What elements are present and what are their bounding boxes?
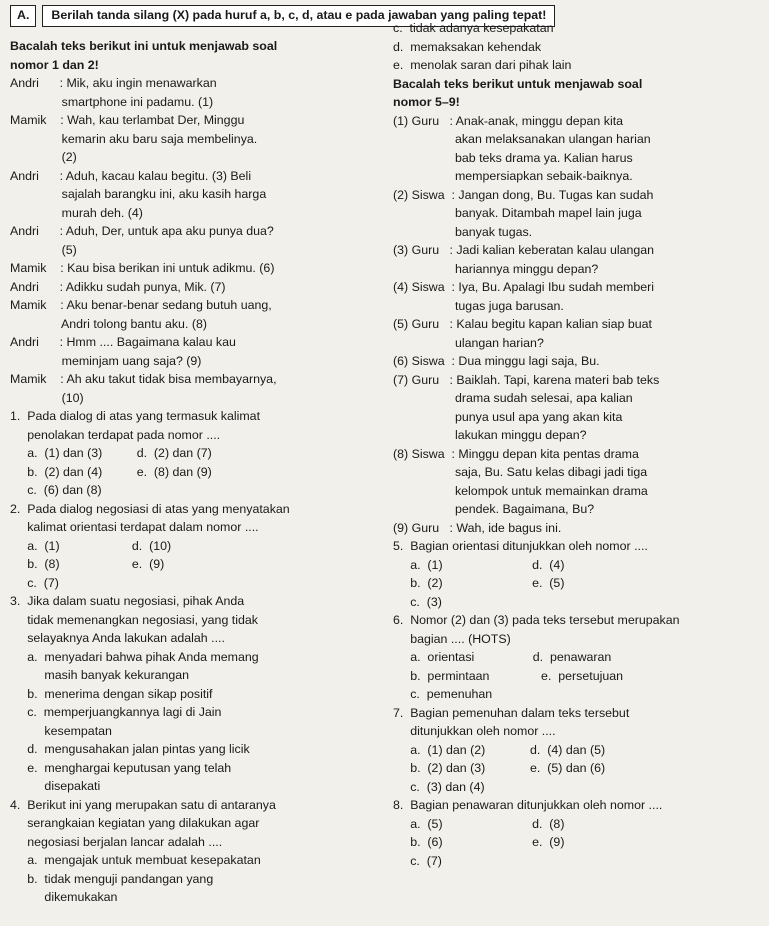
text-line: negosiasi berjalan lancar adalah ....: [10, 834, 223, 849]
text-line: b. (2) dan (4) e. (8) dan (9): [10, 464, 212, 479]
text-line: b. (2) e. (5): [393, 576, 565, 590]
text-line: kemarin aku baru saja membelinya.: [10, 131, 258, 146]
text-line: a. (5) d. (8): [393, 816, 565, 831]
text-line: 1. Pada dialog di atas yang termasuk kalimat: [10, 409, 261, 423]
text-line: Andri : Aduh, kacau kalau begitu. (3) Beli: [10, 168, 252, 183]
text-line: akan melaksanakan ulangan harian: [393, 132, 651, 146]
text-line: bab teks drama ya. Kalian harus: [393, 150, 633, 165]
text-line: 4. Berikut ini yang merupakan satu di antaranya: [10, 797, 276, 812]
text-line: 8. Bagian penawaran ditunjukkan oleh nomor ....: [393, 798, 663, 812]
text-line: kesempatan: [10, 723, 112, 738]
text-line: (2): [10, 150, 77, 164]
text-line: kalimat orientasi terdapat dalam nomor ....: [10, 520, 259, 534]
text-line: (3) Guru : Jadi kalian keberatan kalau ulangan: [393, 243, 655, 257]
text-line: nomor 5–9!: [393, 95, 460, 109]
text-line: e. menolak saran dari pihak lain: [393, 58, 572, 72]
text-line: Andri : Adikku sudah punya, Mik. (7): [10, 279, 226, 294]
text-line: smartphone ini padamu. (1): [10, 94, 214, 109]
text-line: kelompok untuk memainkan drama: [393, 483, 648, 498]
text-line: (7) Guru : Baiklah. Tapi, karena materi bab teks: [393, 372, 660, 387]
text-line: Mamik : Wah, kau terlambat Der, Minggu: [10, 113, 245, 127]
text-line: selayaknya Anda lakukan adalah ....: [10, 631, 225, 645]
section-label: A.: [10, 5, 36, 26]
text-line: serangkaian kegiatan yang dilakukan agar: [10, 816, 260, 830]
text-line: a. (1) dan (3) d. (2) dan (7): [10, 446, 212, 460]
text-line: Bacalah teks berikut ini untuk menjawab soal: [10, 39, 278, 53]
text-line: 2. Pada dialog negosiasi di atas yang menyatakan: [10, 501, 290, 516]
text-line: Bacalah teks berikut untuk menjawab soal: [393, 76, 643, 91]
text-line: mempersiapkan sebaik-baiknya.: [393, 169, 633, 183]
text-line: b. tidak menguji pandangan yang: [10, 871, 214, 886]
text-line: sajalah barangku ini, aku kasih harga: [10, 187, 267, 201]
text-line: b. permintaan e. persetujuan: [393, 668, 624, 683]
text-line: Mamik : Ah aku takut tidak bisa membayarnya,: [10, 372, 277, 386]
text-line: meminjam uang saja? (9): [10, 353, 202, 368]
text-line: drama sudah selesai, apa kalian: [393, 391, 633, 405]
text-line: disepakati: [10, 779, 101, 793]
text-line: a. mengajak untuk membuat kesepakatan: [10, 853, 261, 867]
text-line: saja, Bu. Satu kelas dibagi jadi tiga: [393, 465, 648, 479]
text-line: hariannya minggu depan?: [393, 261, 599, 276]
text-line: (2) Siswa : Jangan dong, Bu. Tugas kan sudah: [393, 187, 654, 202]
text-line: Andri : Aduh, Der, untuk apa aku punya dua?: [10, 224, 274, 238]
text-line: Mamik : Kau bisa berikan ini untuk adikmu. (6): [10, 261, 275, 275]
text-line: (5) Guru : Kalau begitu kapan kalian siap buat: [393, 317, 652, 331]
text-line: ditunjukkan oleh nomor ....: [393, 724, 556, 738]
text-line: a. (1) dan (2) d. (4) dan (5): [393, 742, 606, 757]
text-line: Mamik : Aku benar-benar sedang butuh uang,: [10, 298, 272, 312]
text-line: murah deh. (4): [10, 205, 143, 220]
text-line: bagian .... (HOTS): [393, 631, 511, 646]
text-line: a. (1) d. (10): [10, 538, 172, 553]
text-line: 6. Nomor (2) dan (3) pada teks tersebut merupakan: [393, 613, 680, 627]
text-line: banyak. Ditambah mapel lain juga: [393, 206, 642, 220]
text-line: a. menyadari bahwa pihak Anda memang: [10, 649, 259, 664]
text-line: (9) Guru : Wah, ide bagus ini.: [393, 520, 562, 535]
text-line: Andri tolong bantu aku. (8): [10, 316, 207, 331]
text-line: lakukan minggu depan?: [393, 428, 587, 442]
text-line: b. (8) e. (9): [10, 557, 165, 571]
text-line: c. (3): [393, 594, 442, 609]
text-line: c. pemenuhan: [393, 687, 493, 701]
text-line: ulangan harian?: [393, 335, 544, 350]
text-line: dikemukakan: [10, 890, 118, 904]
instruction-text: Berilah tanda silang (X) pada huruf a, b, c, d, atau e pada jawaban yang paling tepat!: [42, 5, 555, 26]
text-line: 7. Bagian pemenuhan dalam teks tersebut: [393, 705, 630, 720]
text-line: 5. Bagian orientasi ditunjukkan oleh nomor ....: [393, 539, 648, 553]
text-line: nomor 1 dan 2!: [10, 57, 99, 72]
text-line: d. memaksakan kehendak: [393, 39, 542, 54]
text-line: b. (6) e. (9): [393, 835, 565, 849]
text-line: c. memperjuangkannya lagi di Jain: [10, 705, 222, 719]
text-line: a. orientasi d. penawaran: [393, 650, 612, 664]
text-line: a. (1) d. (4): [393, 557, 565, 572]
text-line: pendek. Bagaimana, Bu?: [393, 502, 595, 516]
text-line: (8) Siswa : Minggu depan kita pentas drama: [393, 446, 639, 461]
text-line: (1) Guru : Anak-anak, minggu depan kita: [393, 113, 624, 128]
text-line: e. menghargai keputusan yang telah: [10, 760, 232, 775]
text-line: c. tidak adanya kesepakatan: [393, 21, 554, 35]
text-line: c. (7): [393, 853, 442, 868]
text-line: tugas juga barusan.: [393, 298, 564, 313]
text-line: Andri : Hmm .... Bagaimana kalau kau: [10, 335, 236, 349]
text-line: (6) Siswa : Dua minggu lagi saja, Bu.: [393, 354, 600, 368]
text-line: masih banyak kekurangan: [10, 668, 190, 682]
text-line: b. (2) dan (3) e. (5) dan (6): [393, 761, 606, 775]
text-line: Andri : Mik, aku ingin menawarkan: [10, 76, 217, 90]
text-line: b. menerima dengan sikap positif: [10, 686, 213, 701]
text-line: punya usul apa yang akan kita: [393, 409, 623, 424]
text-line: c. (7): [10, 575, 59, 590]
text-line: (4) Siswa : Iya, Bu. Apalagi Ibu sudah memberi: [393, 280, 655, 294]
text-line: (10): [10, 390, 84, 405]
text-line: c. (6) dan (8): [10, 483, 102, 497]
text-line: banyak tugas.: [393, 224, 533, 239]
text-line: penolakan terdapat pada nomor ....: [10, 427, 221, 442]
text-line: tidak memenangkan negosiasi, yang tidak: [10, 612, 258, 627]
text-line: c. (3) dan (4): [393, 779, 485, 794]
text-line: (5): [10, 242, 77, 257]
text-line: d. mengusahakan jalan pintas yang licik: [10, 742, 250, 756]
text-line: 3. Jika dalam suatu negosiasi, pihak Anda: [10, 594, 245, 608]
